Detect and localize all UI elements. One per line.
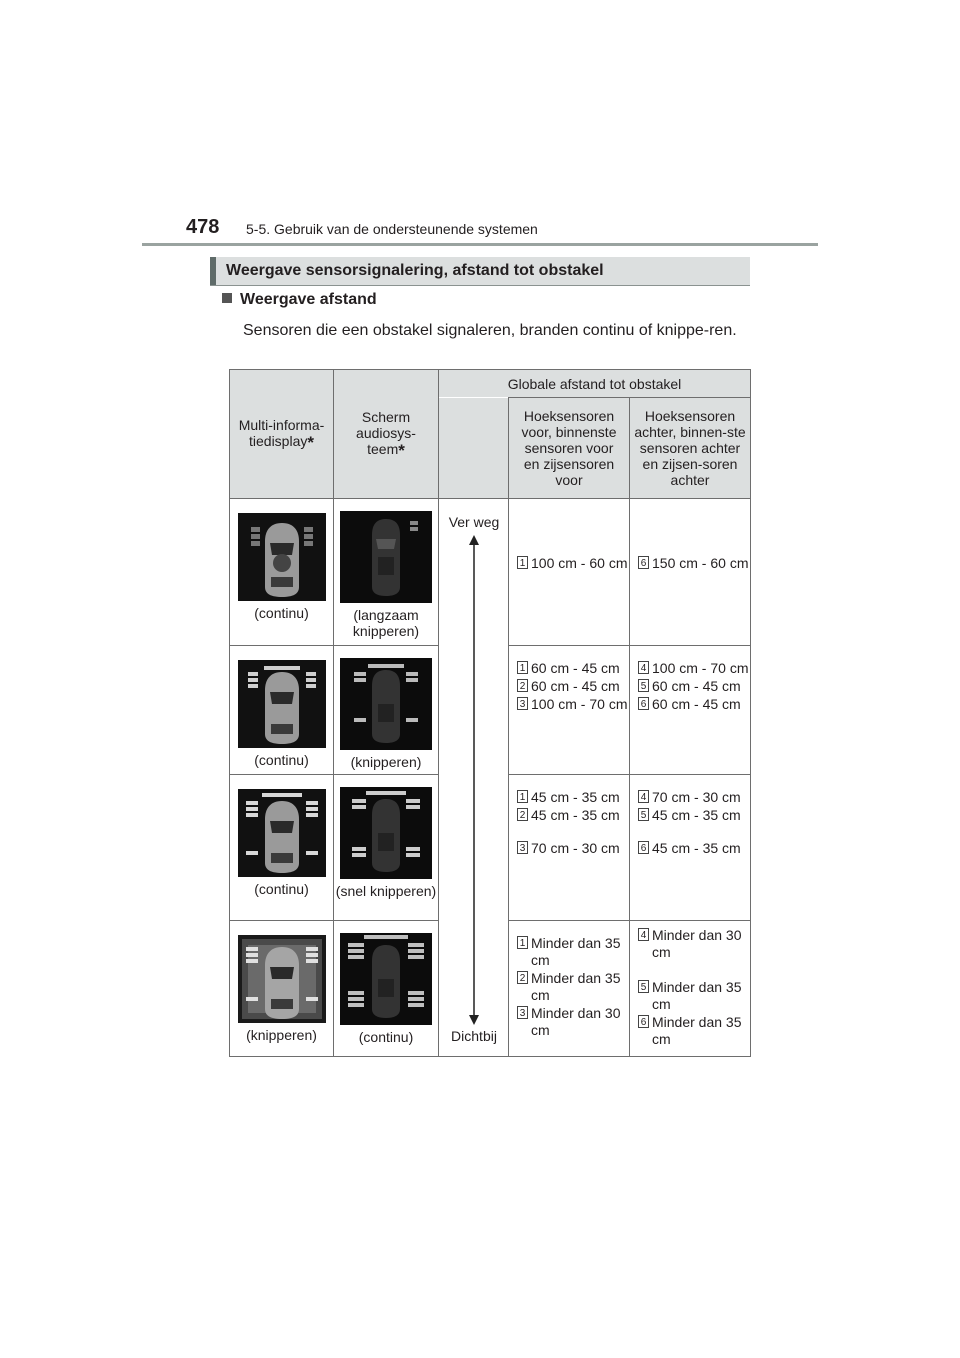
multi-info-caption: (continu) bbox=[254, 752, 309, 768]
distance-text: 100 cm - 60 cm bbox=[531, 555, 628, 571]
sensor-number-icon: 1 bbox=[517, 790, 528, 803]
distance-text: Minder dan 30 cm bbox=[652, 927, 742, 960]
distance-entry bbox=[509, 807, 629, 824]
multi-info-car-image bbox=[238, 935, 326, 1023]
distance-text: 45 cm - 35 cm bbox=[652, 840, 741, 856]
multi-info-car-image bbox=[238, 789, 326, 877]
distance-entry bbox=[630, 789, 750, 806]
near-label: Dichtbij bbox=[451, 1028, 497, 1044]
distance-entry bbox=[630, 1014, 750, 1048]
audio-caption: (continu) bbox=[358, 1029, 414, 1045]
rear-distance-cell bbox=[630, 499, 751, 646]
table-row bbox=[230, 499, 751, 646]
multi-info-cell bbox=[230, 646, 334, 775]
front-distance-cell bbox=[509, 499, 630, 646]
sensor-number-icon: 1 bbox=[517, 661, 528, 674]
subsection-title-text: Weergave afstand bbox=[240, 291, 377, 308]
sensor-number-icon: 4 bbox=[638, 790, 649, 803]
distance-text: Minder dan 35 cm bbox=[531, 935, 621, 968]
distance-text: 45 cm - 35 cm bbox=[531, 789, 620, 805]
body-paragraph: Sensoren die een obstakel signaleren, branden continu of knippe-ren. bbox=[243, 322, 737, 339]
header-audio-screen bbox=[334, 370, 439, 499]
distance-text: 60 cm - 45 cm bbox=[531, 660, 620, 676]
sensor-number-icon: 1 bbox=[517, 556, 528, 569]
sensor-number-icon: 6 bbox=[638, 841, 649, 854]
page-number: 478 bbox=[186, 216, 220, 238]
distance-entry bbox=[630, 979, 750, 1013]
section-heading-bar bbox=[210, 257, 216, 285]
multi-info-caption: (knipperen) bbox=[246, 1027, 317, 1043]
rear-distance-cell bbox=[630, 921, 751, 1057]
sensor-number-icon: 4 bbox=[638, 928, 649, 941]
multi-info-car-image bbox=[238, 660, 326, 748]
audio-car-image bbox=[340, 658, 432, 750]
sensor-number-icon: 5 bbox=[638, 808, 649, 821]
distance-entry bbox=[509, 555, 629, 572]
sensor-number-icon: 6 bbox=[638, 1015, 649, 1028]
front-distance-cell bbox=[509, 646, 630, 775]
distance-text: 100 cm - 70 cm bbox=[652, 660, 749, 676]
distance-text: 45 cm - 35 cm bbox=[652, 807, 741, 823]
distance-entry bbox=[509, 696, 629, 713]
subsection-title bbox=[222, 291, 377, 309]
distance-entry bbox=[509, 970, 629, 1004]
distance-entry bbox=[509, 1005, 629, 1039]
sensor-number-icon: 3 bbox=[517, 697, 528, 710]
distance-entry bbox=[509, 840, 629, 857]
sensor-number-icon: 2 bbox=[517, 679, 528, 692]
sensor-number-icon: 6 bbox=[638, 697, 649, 710]
sensor-number-icon: 6 bbox=[638, 556, 649, 569]
audio-caption: (langzaam knipperen) bbox=[352, 607, 420, 639]
distance-text: 70 cm - 30 cm bbox=[652, 789, 741, 805]
audio-car-image bbox=[340, 933, 432, 1025]
section-heading bbox=[210, 257, 750, 286]
distance-entry bbox=[630, 555, 750, 572]
distance-text: 45 cm - 35 cm bbox=[531, 807, 620, 823]
distance-entry bbox=[630, 840, 750, 857]
header-global-distance: Globale afstand tot obstakel bbox=[439, 370, 751, 398]
sensor-number-icon: 5 bbox=[638, 980, 649, 993]
multi-info-cell bbox=[230, 775, 334, 921]
header-rule bbox=[142, 243, 818, 246]
multi-info-car-image bbox=[238, 513, 326, 601]
sensor-number-icon: 2 bbox=[517, 971, 528, 984]
rear-distance-cell bbox=[630, 646, 751, 775]
distance-text: Minder dan 35 cm bbox=[531, 970, 621, 1003]
multi-info-cell bbox=[230, 499, 334, 646]
distance-text: 60 cm - 45 cm bbox=[531, 678, 620, 694]
distance-text: Minder dan 30 cm bbox=[531, 1005, 621, 1038]
audio-cell bbox=[334, 499, 439, 646]
distance-arrow bbox=[467, 535, 481, 1025]
audio-caption: (snel knipperen) bbox=[335, 883, 437, 899]
asterisk-note: * bbox=[398, 441, 405, 460]
distance-text: Minder dan 35 cm bbox=[652, 979, 742, 1012]
sensor-number-icon: 1 bbox=[517, 936, 528, 949]
sensor-number-icon: 4 bbox=[638, 661, 649, 674]
distance-text: Minder dan 35 cm bbox=[652, 1014, 742, 1047]
sensor-number-icon: 3 bbox=[517, 841, 528, 854]
distance-text: 70 cm - 30 cm bbox=[531, 840, 620, 856]
sensor-number-icon: 5 bbox=[638, 679, 649, 692]
distance-entry bbox=[509, 789, 629, 806]
distance-text: 100 cm - 70 cm bbox=[531, 696, 628, 712]
audio-car-image bbox=[340, 787, 432, 879]
sensor-number-icon: 3 bbox=[517, 1006, 528, 1019]
rear-distance-cell bbox=[630, 775, 751, 921]
front-distance-cell bbox=[509, 775, 630, 921]
header-front-sensors: Hoeksensoren voor, binnenste sensoren voor en zijsensoren voor bbox=[509, 398, 630, 499]
section-heading-text: Weergave sensorsignalering, afstand tot obstakel bbox=[226, 262, 604, 279]
distance-text: 60 cm - 45 cm bbox=[652, 696, 741, 712]
audio-caption: (knipperen) bbox=[350, 754, 422, 770]
distance-text: 150 cm - 60 cm bbox=[652, 555, 749, 571]
far-label: Ver weg bbox=[448, 514, 500, 530]
distance-entry bbox=[630, 660, 750, 677]
audio-cell bbox=[334, 775, 439, 921]
distance-entry bbox=[509, 935, 629, 969]
asterisk-note: * bbox=[307, 433, 314, 452]
audio-cell bbox=[334, 646, 439, 775]
audio-cell bbox=[334, 921, 439, 1057]
header-multi-info bbox=[230, 370, 334, 499]
header-rear-sensors: Hoeksensoren achter, binnen-ste sensoren achter en zijsen-soren achter bbox=[630, 398, 751, 499]
multi-info-caption: (continu) bbox=[254, 605, 309, 621]
square-bullet-icon bbox=[222, 293, 232, 303]
distance-entry bbox=[509, 660, 629, 677]
sensor-number-icon: 2 bbox=[517, 808, 528, 821]
audio-car-image bbox=[340, 511, 432, 603]
distance-text: 60 cm - 45 cm bbox=[652, 678, 741, 694]
distance-entry bbox=[630, 927, 750, 961]
distance-table bbox=[229, 369, 751, 1057]
distance-entry bbox=[509, 678, 629, 695]
distance-entry bbox=[630, 807, 750, 824]
front-distance-cell bbox=[509, 921, 630, 1057]
distance-entry bbox=[630, 678, 750, 695]
chapter-title: 5-5. Gebruik van de ondersteunende systemen bbox=[246, 221, 538, 237]
header-multi-info-text: Multi-informa-tiedisplay bbox=[238, 417, 325, 449]
header-audio-screen-text: Scherm audiosys-teem bbox=[356, 409, 416, 457]
distance-entry bbox=[630, 696, 750, 713]
distance-arrow-cell bbox=[439, 499, 509, 1057]
multi-info-cell bbox=[230, 921, 334, 1057]
multi-info-caption: (continu) bbox=[254, 881, 309, 897]
header-arrow-spacer bbox=[439, 398, 509, 499]
